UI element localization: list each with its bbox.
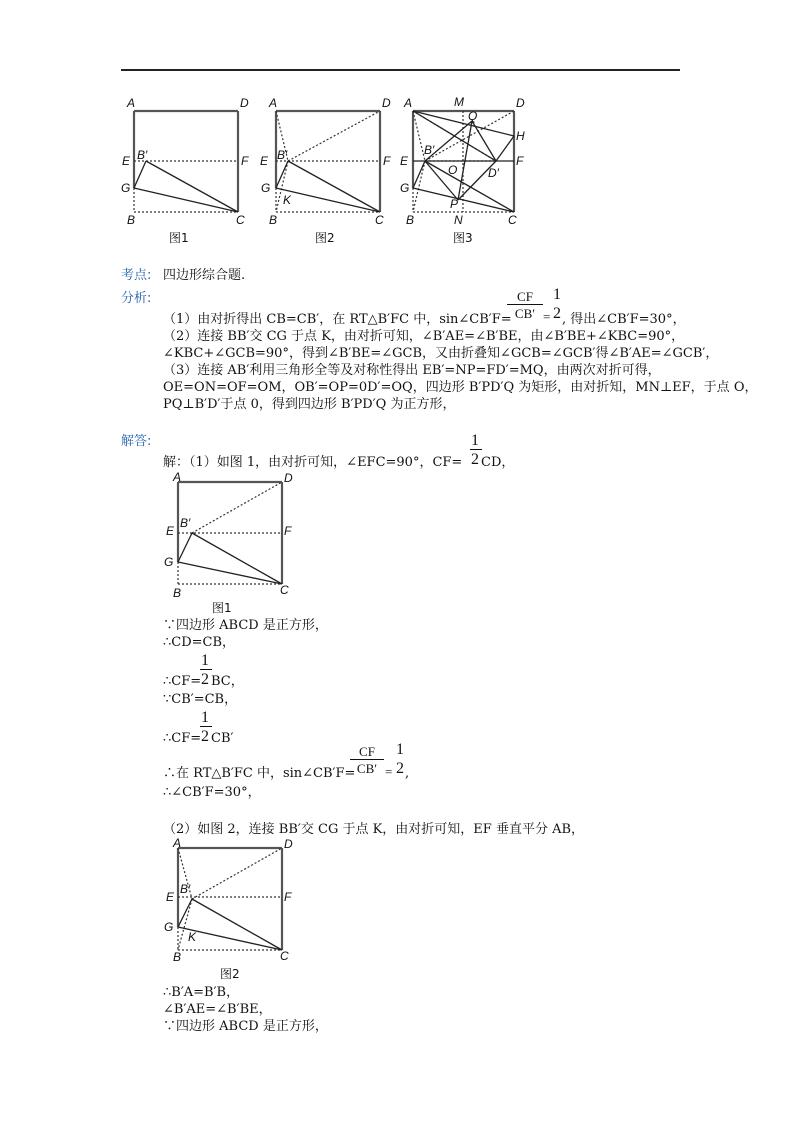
figure-3-caption: 图3 (453, 231, 473, 245)
fenxi-line-3: ∠KBC+∠GCB=90°，得到∠B′BE=∠GCB，又由折叠知∠GCB=∠GCB′得∠B′AE=∠GCB′， (163, 346, 719, 361)
label-F: F (383, 154, 391, 168)
fenxi-line-4: （3）连接 AB′利用三角形全等及对称性得出 EB′=NP=FD′=MQ，由两次对折可得， (163, 363, 661, 378)
jieda-r3-den: 2 (201, 671, 209, 688)
jieda-p2: （2）如图 2，连接 BB′交 CG 于点 K，由对折可知，EF 垂直平分 AB， (163, 822, 585, 837)
fenxi-line-6: PQ⊥B′D′于点 0，得到四边形 B′PD′Q 为正方形， (163, 397, 456, 412)
fenxi-label: 分析: (121, 291, 152, 306)
fenxi-frac-bar (507, 304, 543, 305)
label-O: O (448, 163, 458, 177)
label-E: E (166, 524, 175, 538)
jieda-r5b: CB′ (211, 731, 234, 746)
label-C: C (280, 583, 289, 597)
jieda-r3-bar (200, 669, 212, 670)
label-Bp: B′ (277, 148, 288, 162)
jieda-r3-num: 1 (201, 652, 209, 669)
label-G: G (261, 181, 271, 195)
fenxi-line-2: （2）连接 BB′交 CG 于点 K，由对折可知，∠B′AE=∠B′BE，由∠B′BE+∠KBC=90°， (163, 329, 685, 344)
figure-1 (113, 92, 253, 251)
label-Bp: B′ (424, 143, 435, 157)
jieda-r5-bar (200, 726, 212, 727)
fenxi-frac-eq: = (543, 309, 551, 324)
fenxi-line-1b: , 得出∠CB′F=30°， (562, 312, 686, 327)
label-B: B (406, 213, 415, 227)
jieda-r3a: ∴CF= (163, 674, 202, 689)
figure-2 (255, 92, 395, 251)
jieda-r6-den: CB′ (356, 761, 378, 776)
label-F: F (241, 154, 249, 168)
label-A: A (404, 96, 413, 110)
label-H: H (516, 129, 525, 143)
jieda-r6a: ∴在 RT△B′FC 中，sin∠CB′F= (163, 766, 356, 781)
fenxi-half-num: 1 (553, 286, 561, 303)
label-E: E (260, 154, 269, 168)
kaodian-label: 考点: (121, 268, 152, 283)
jieda-r6-num: CF (359, 744, 375, 759)
label-A: A (269, 96, 278, 110)
kaodian-text: 四边形综合题. (163, 268, 246, 283)
jieda-r7: ∴∠CB′F=30°， (163, 785, 261, 800)
jieda-q3: ∵四边形 ABCD 是正方形， (163, 1019, 328, 1034)
fenxi-frac-den: CB′ (514, 306, 536, 321)
header-rule (121, 69, 680, 71)
figure-3 (396, 92, 536, 251)
jieda-s1-num: 1 (471, 432, 479, 449)
jieda-r5-den: 2 (201, 728, 209, 745)
label-M: M (454, 95, 464, 109)
label-K: K (188, 930, 197, 944)
solution-figure-2-caption: 图2 (220, 967, 240, 981)
label-G: G (121, 181, 131, 195)
label-N: N (454, 213, 463, 227)
label-D: D (240, 96, 249, 110)
jieda-r6-hden: 2 (396, 760, 404, 777)
jieda-s1-den: 2 (471, 451, 479, 468)
fenxi-line-5: OE=ON=OF=OM，OB′=OP=0D′=OQ，四边形 B′PD′Q 为矩形，由对折知，MN⊥EF，于点 O， (163, 380, 758, 395)
label-G: G (164, 555, 174, 569)
jieda-s1-bar (470, 449, 482, 450)
label-D: D (382, 96, 391, 110)
label-E: E (400, 154, 409, 168)
jieda-r6-hnum: 1 (396, 741, 404, 758)
fenxi-frac-num: CF (517, 289, 533, 304)
label-B: B (173, 950, 182, 964)
label-E: E (122, 154, 131, 168)
label-A: A (173, 836, 182, 850)
label-K: K (283, 193, 292, 207)
jieda-r4: ∵CB′=CB， (163, 692, 238, 707)
jieda-r5-num: 1 (201, 709, 209, 726)
label-Bp: B′ (180, 516, 191, 530)
jieda-r5a: ∴CF= (163, 731, 202, 746)
label-F: F (284, 524, 292, 538)
label-Bp: B′ (137, 148, 148, 162)
label-D: D (284, 471, 293, 485)
jieda-r6-end: , (405, 766, 410, 781)
label-A: A (127, 96, 136, 110)
jieda-r1: ∵四边形 ABCD 是正方形， (163, 618, 328, 633)
label-G: G (400, 181, 410, 195)
label-Bp: B′ (180, 882, 191, 896)
label-Dp: D′ (488, 166, 499, 180)
label-F: F (284, 890, 292, 904)
solution-figure-1-caption: 图1 (212, 601, 232, 615)
label-F: F (516, 154, 524, 168)
figure-1-caption: 图1 (169, 231, 189, 245)
label-B: B (173, 586, 182, 600)
jieda-r3b: BC， (211, 674, 244, 689)
solution-figure-1 (157, 467, 297, 631)
label-Q: Q (468, 109, 478, 123)
jieda-s1a: 解：（1）如图 1，由对折可知，∠EFC=90°，CF= (163, 455, 463, 470)
jieda-q2: ∠B′AE=∠B′BE， (163, 1002, 272, 1017)
label-P: P (450, 197, 459, 211)
label-B: B (269, 213, 278, 227)
jieda-s1b: CD， (481, 455, 515, 470)
jieda-r6-bar (350, 759, 384, 760)
label-E: E (166, 890, 175, 904)
label-C: C (508, 213, 517, 227)
label-C: C (236, 213, 245, 227)
label-C: C (375, 213, 384, 227)
label-D: D (284, 837, 293, 851)
solution-figure-2 (157, 833, 297, 997)
jieda-r2: ∴CD=CB， (163, 635, 236, 650)
label-C: C (280, 949, 289, 963)
label-A: A (173, 470, 182, 484)
fenxi-line-1a: （1）由对折得出 CB=CB′，在 RT△B′FC 中，sin∠CB′F= (163, 312, 512, 327)
fenxi-half-den: 2 (553, 305, 561, 322)
jieda-q1: ∴B′A=B′B， (163, 985, 240, 1000)
label-B: B (127, 213, 136, 227)
jieda-r6-eq: = (385, 764, 393, 779)
jieda-label: 解答: (121, 434, 152, 449)
figure-2-caption: 图2 (315, 231, 335, 245)
label-D: D (516, 96, 525, 110)
label-G: G (164, 920, 174, 934)
